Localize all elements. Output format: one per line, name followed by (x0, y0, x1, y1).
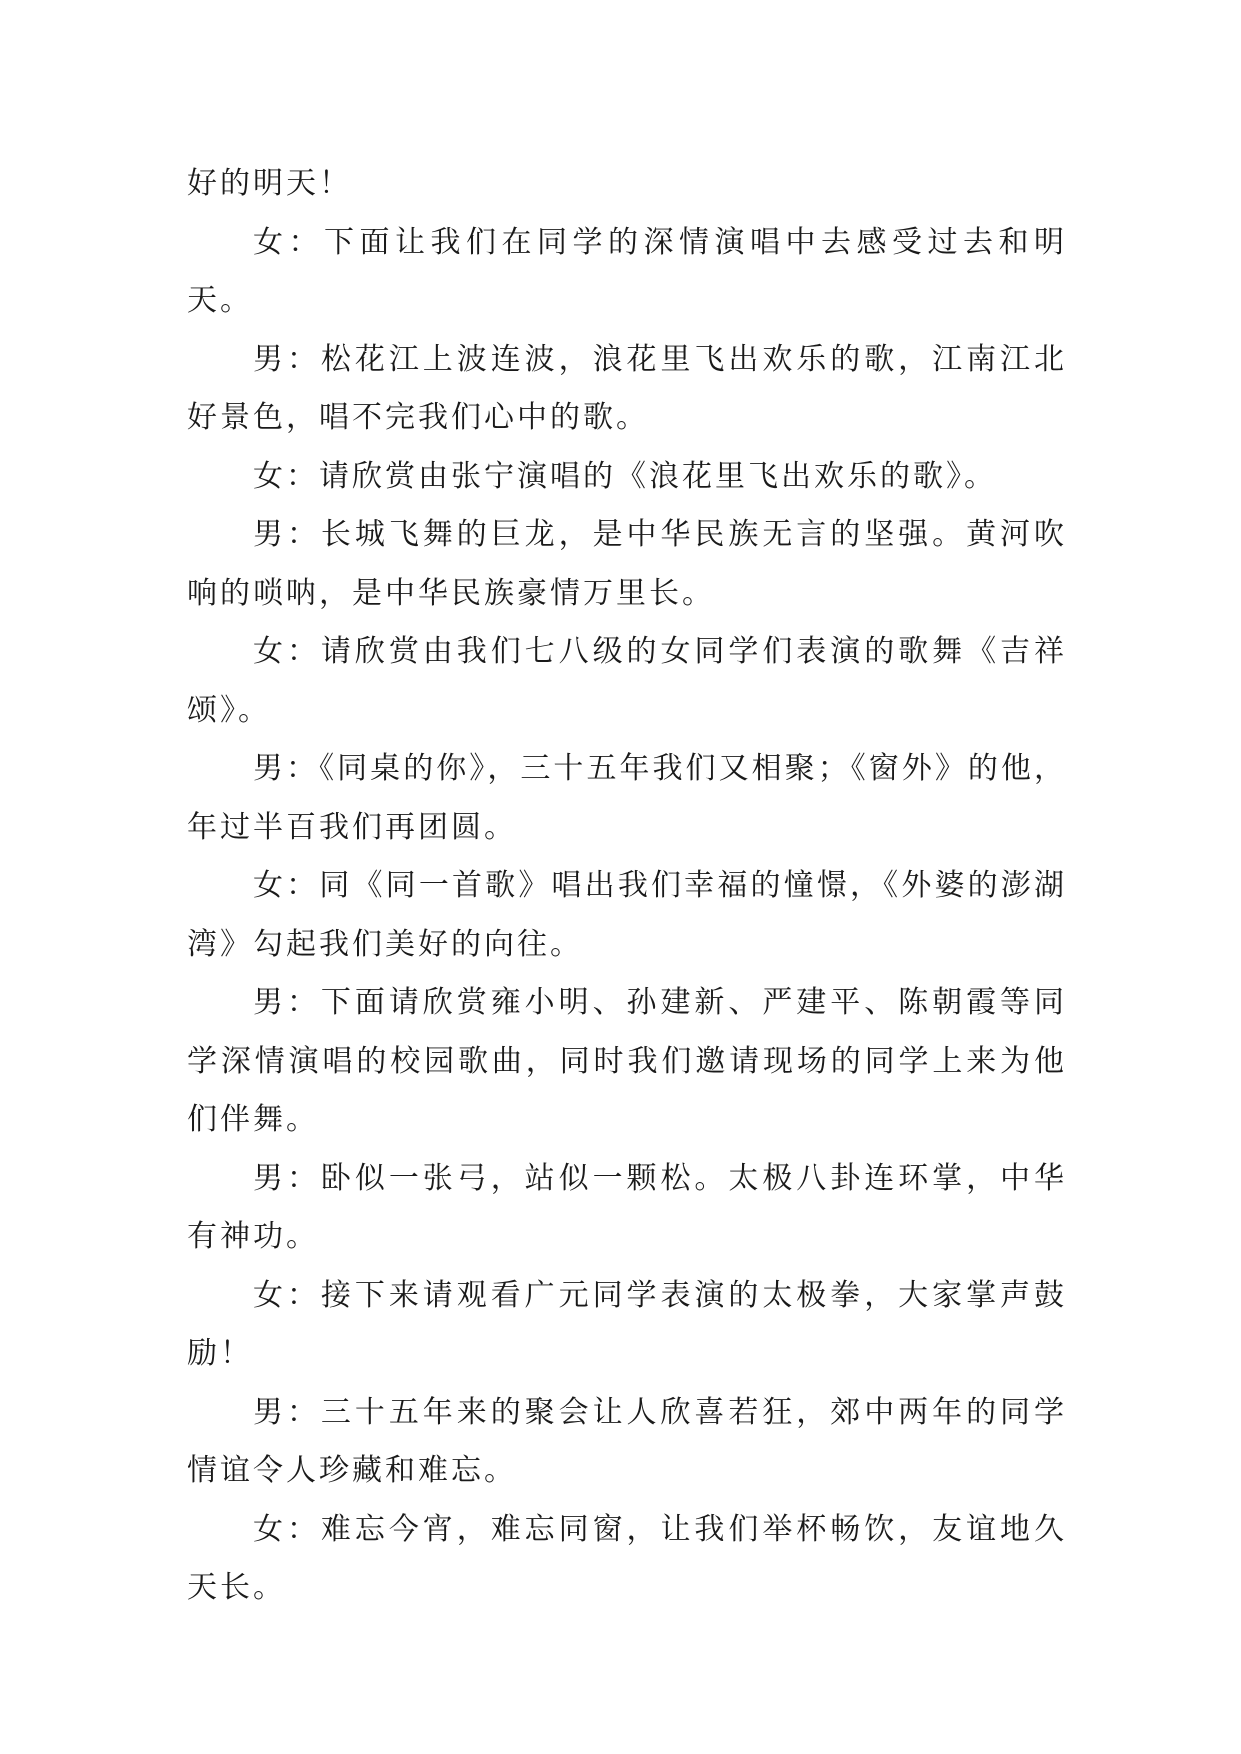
paragraph: 男：三十五年来的聚会让人欣喜若狂，郊中两年的同学情谊令人珍藏和难忘。 (187, 1394, 1067, 1488)
paragraph: 好的明天！ (187, 166, 352, 201)
paragraph: 女：请欣赏由我们七八级的女同学们表演的歌舞《吉祥颂》。 (187, 634, 1067, 728)
paragraph: 女：接下来请观看广元同学表演的太极拳，大家掌声鼓励！ (187, 1277, 1067, 1371)
paragraph: 男：下面请欣赏雍小明、孙建新、严建平、陈朝霞等同学深情演唱的校园歌曲，同时我们邀请现场的同学上来为他们伴舞。 (187, 985, 1067, 1137)
paragraph: 男：松花江上波连波，浪花里飞出欢乐的歌，江南江北好景色，唱不完我们心中的歌。 (187, 341, 1067, 435)
paragraph: 女：请欣赏由张宁演唱的《浪花里飞出欢乐的歌》。 (253, 458, 997, 494)
paragraph: 男：《同桌的你》，三十五年我们又相聚；《窗外》的他，年过半百我们再团圆。 (187, 751, 1067, 845)
paragraph: 男：长城飞舞的巨龙，是中华民族无言的坚强。黄河吹响的唢呐，是中华民族豪情万里长。 (187, 517, 1067, 611)
paragraph: 男：卧似一张弓，站似一颗松。太极八卦连环掌，中华有神功。 (187, 1160, 1067, 1254)
paragraph: 女：同《同一首歌》唱出我们幸福的憧憬，《外婆的澎湖湾》勾起我们美好的向往。 (187, 868, 1067, 962)
paragraph: 女：下面让我们在同学的深情演唱中去感受过去和明天。 (187, 224, 1067, 318)
document-body (187, 155, 1067, 1618)
paragraph: 女：难忘今宵，难忘同窗，让我们举杯畅饮，友谊地久天长。 (187, 1511, 1067, 1605)
